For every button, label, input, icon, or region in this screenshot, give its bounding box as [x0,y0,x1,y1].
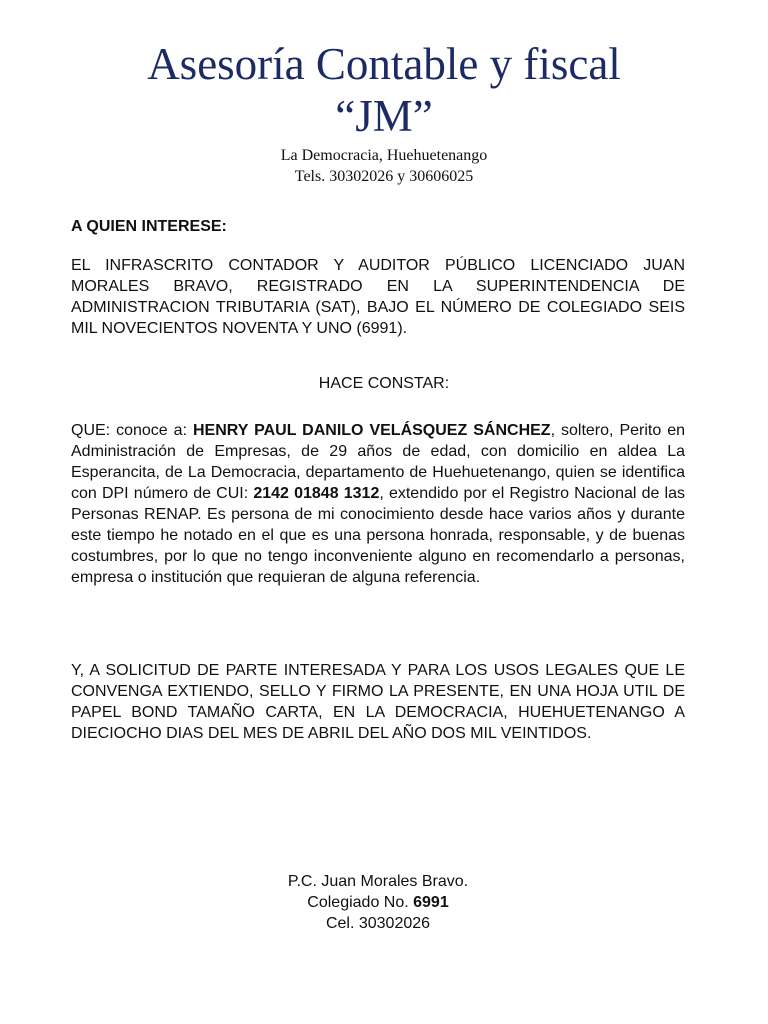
colegiado-number: 6991 [413,894,449,911]
body-mid: , soltero, Perito en Administración de Empresas, de 29 años de edad, con domicilio en aldea La Esperancita, de La Democracia, departamento de Huehuetenango, quien se identifica con DPI número de CUI: [71,422,686,502]
colegiado-label: Colegiado No. [307,894,414,911]
firm-phones: Tels. 30302026 y 30606025 [294,168,474,185]
firm-abbreviation: “JM” [335,91,433,141]
intro-paragraph: EL INFRASCRITO CONTADOR Y AUDITOR PÚBLICO LICENCIADO JUAN MORALES BRAVO, REGISTRADO EN LA SUPERINTENDENCIA DE ADMINISTRACION TRIBUTARIA (SAT), BAJO EL NÚMERO DE COLEGIADO SEIS MIL NOVECIENTOS NOVENTA Y UNO (6991). [71,257,685,337]
signature-cel: Cel. 30302026 [325,915,431,932]
body-paragraph [71,420,685,588]
salutation: A QUIEN INTERESE: [71,218,227,235]
person-name: HENRY PAUL DANILO VELÁSQUEZ SÁNCHEZ [193,422,551,439]
dpi-number: 2142 01848 1312 [253,485,380,502]
body-end: , extendido por el Registro Nacional de las Personas RENAP. Es persona de mi conocimiento desde hace varios años y durante este tiempo he notado en el que es una persona honrada, responsable, y de buenas costumbres, por lo que no tengo inconveniente alguno en recomendarlo a personas, empresa o institución que requieran de alguna referencia. [71,485,686,586]
signature-name: P.C. Juan Morales Bravo. [287,873,469,890]
hace-constar-heading: HACE CONSTAR: [318,375,450,392]
firm-name: Asesoría Contable y fiscal [147,39,621,89]
body-que: QUE: conoce a: [71,422,193,439]
firm-address: La Democracia, Huehuetenango [280,147,488,164]
signature-colegiado [0,892,756,913]
closing-paragraph: Y, A SOLICITUD DE PARTE INTERESADA Y PARA LOS USOS LEGALES QUE LE CONVENGA EXTIENDO, SELLO Y FIRMO LA PRESENTE, EN UNA HOJA UTIL DE PAPEL BOND TAMAÑO CARTA, EN LA DEMOCRACIA, HUEHUETENANGO A DIECIOCHO DIAS DEL MES DE ABRIL DEL AÑO DOS MIL VEINTIDOS. [71,662,685,742]
